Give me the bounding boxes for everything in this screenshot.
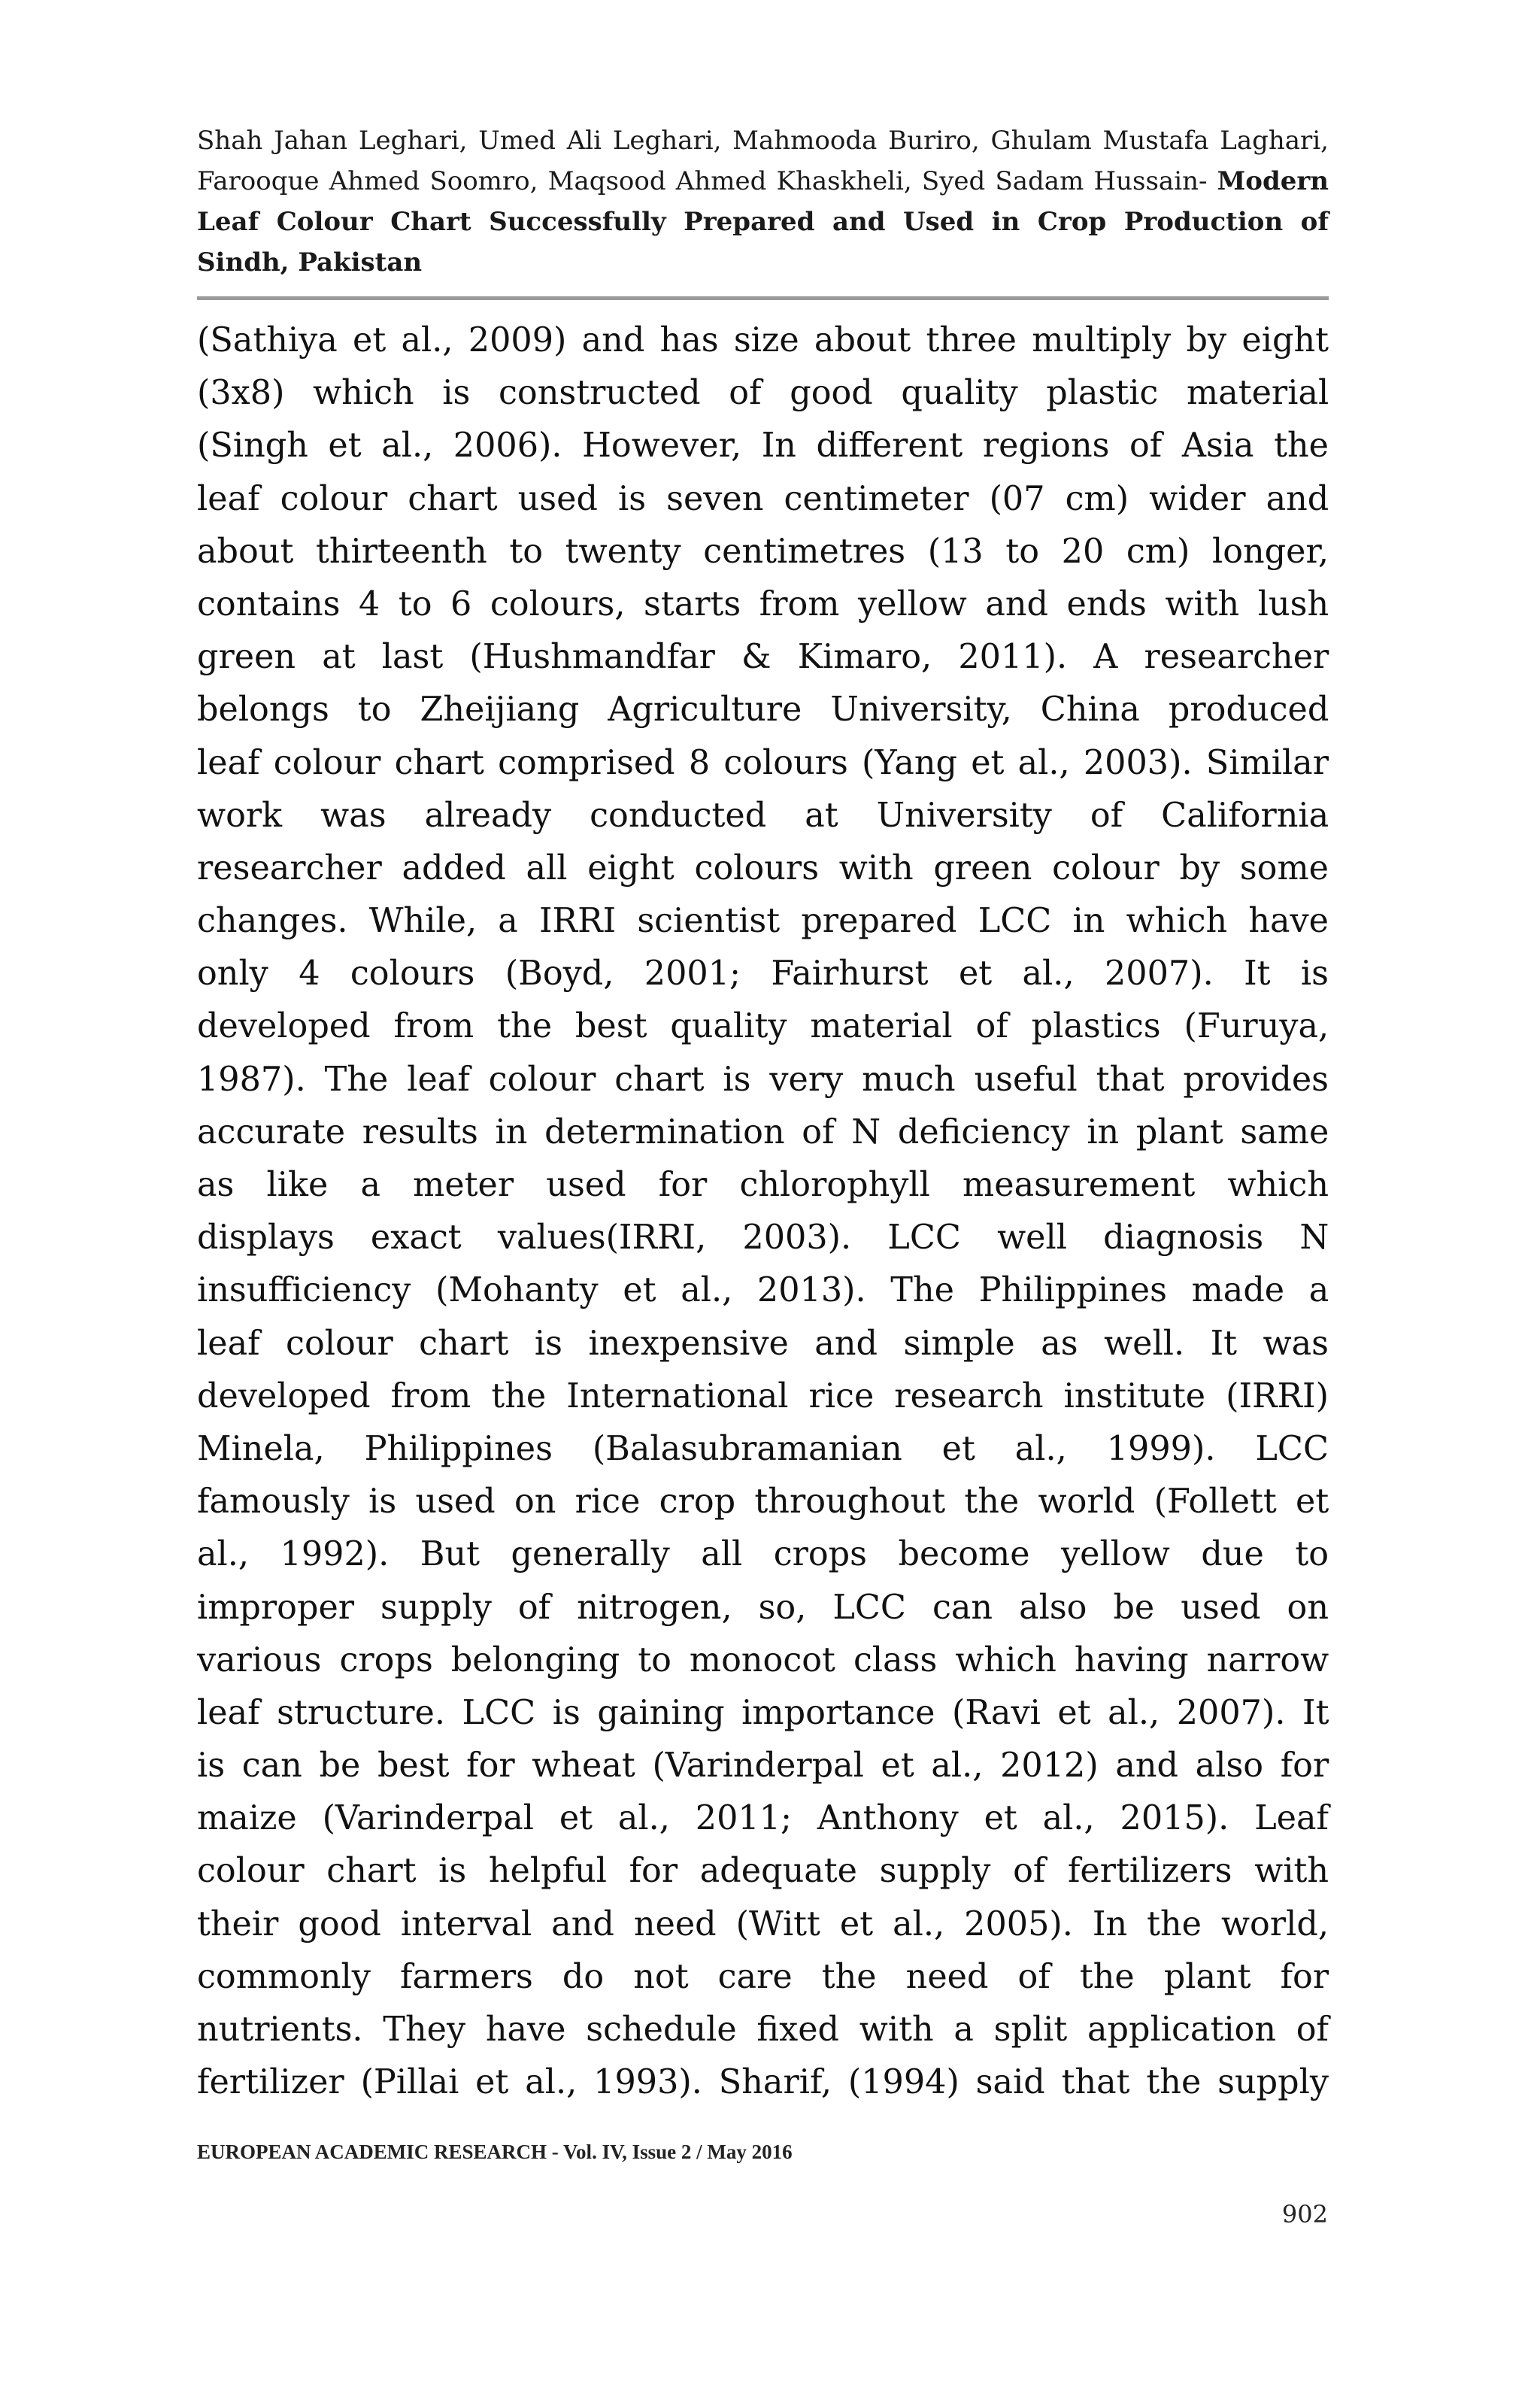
body-line: colour chart is helpful for adequate supply of fertilizers with bbox=[197, 1852, 1329, 1891]
body-line: leaf colour chart used is seven centimeter (07 cm) wider and bbox=[197, 479, 1329, 518]
body-line: famously is used on rice crop throughout the world (Follett et bbox=[197, 1482, 1329, 1522]
body-line: nutrients. They have schedule fixed with a split application of bbox=[197, 2010, 1329, 2049]
body-line: only 4 colours (Boyd, 2001; Fairhurst et al., 2007). It is bbox=[197, 954, 1329, 994]
body-line: improper supply of nitrogen, so, LCC can also be used on bbox=[197, 1588, 1329, 1627]
body-line: al., 1992). But generally all crops become yellow due to bbox=[197, 1535, 1329, 1574]
running-header bbox=[197, 120, 1329, 283]
body-line: displays exact values(IRRI, 2003). LCC well diagnosis N bbox=[197, 1218, 1329, 1258]
body-line: commonly farmers do not care the need of the plant for bbox=[197, 1957, 1329, 1996]
body-line: leaf colour chart is inexpensive and simple as well. It was bbox=[197, 1324, 1329, 1363]
body-line: green at last (Hushmandfar & Kimaro, 2011). A researcher bbox=[197, 638, 1329, 677]
header-authors: Shah Jahan Leghari, Umed Ali Leghari, Mahmooda Buriro, Ghulam Mustafa Laghari, Farooque Ahmed Soomro, Maqsood Ahmed Khaskheli, Syed Sadam Hussain- bbox=[197, 126, 1329, 196]
body-line: maize (Varinderpal et al., 2011; Anthony et al., 2015). Leaf bbox=[197, 1799, 1329, 1838]
body-line: contains 4 to 6 colours, starts from yellow and ends with lush bbox=[197, 584, 1329, 624]
body-line: researcher added all eight colours with green colour by some bbox=[197, 848, 1329, 888]
body-line: belongs to Zheijiang Agriculture University, China produced bbox=[197, 690, 1329, 730]
body-line: Minela, Philippines (Balasubramanian et al., 1999). LCC bbox=[197, 1429, 1329, 1468]
body-line: developed from the International rice research institute (IRRI) bbox=[197, 1376, 1329, 1416]
body-line: work was already conducted at University of California bbox=[197, 796, 1329, 835]
body-line: 1987). The leaf colour chart is very much useful that provides bbox=[197, 1060, 1329, 1099]
body-line: accurate results in determination of N deficiency in plant same bbox=[197, 1112, 1329, 1152]
body-line: developed from the best quality material of plastics (Furuya, bbox=[197, 1007, 1329, 1046]
body-line: changes. While, a IRRI scientist prepared LCC in which have bbox=[197, 902, 1329, 941]
body-line: their good interval and need (Witt et al., 2005). In the world, bbox=[197, 1904, 1329, 1944]
body-line: as like a meter used for chlorophyll measurement which bbox=[197, 1166, 1329, 1204]
body-line: (Sathiya et al., 2009) and has size about three multiply by eight bbox=[197, 321, 1329, 360]
body-line: (Singh et al., 2006). However, In different regions of Asia the bbox=[197, 426, 1329, 466]
body-line: about thirteenth to twenty centimetres (13 to 20 cm) longer, bbox=[197, 532, 1329, 571]
body-paragraph bbox=[197, 314, 1329, 2109]
body-line: fertilizer (Pillai et al., 1993). Sharif, (1994) said that the supply bbox=[197, 2063, 1329, 2102]
body-line: insufficiency (Mohanty et al., 2013). The Philippines made a bbox=[197, 1271, 1329, 1310]
header-article-title: Modern Leaf Colour Chart Successfully Prepared and Used in Crop Production of Sindh, Pakistan bbox=[197, 166, 1329, 278]
body-line: various crops belonging to monocot class which having narrow bbox=[197, 1640, 1329, 1680]
footer-journal-citation: EUROPEAN ACADEMIC RESEARCH - Vol. IV, Issue 2 / May 2016 bbox=[197, 2141, 793, 2163]
body-line: leaf structure. LCC is gaining importance (Ravi et al., 2007). It bbox=[197, 1693, 1329, 1732]
body-line: leaf colour chart comprised 8 colours (Yang et al., 2003). Similar bbox=[197, 743, 1329, 782]
body-line: (3x8) which is constructed of good quality plastic material bbox=[197, 374, 1329, 413]
page-number: 902 bbox=[1281, 2200, 1328, 2229]
header-divider bbox=[197, 296, 1329, 300]
body-line: is can be best for wheat (Varinderpal et al., 2012) and also for bbox=[197, 1746, 1329, 1786]
